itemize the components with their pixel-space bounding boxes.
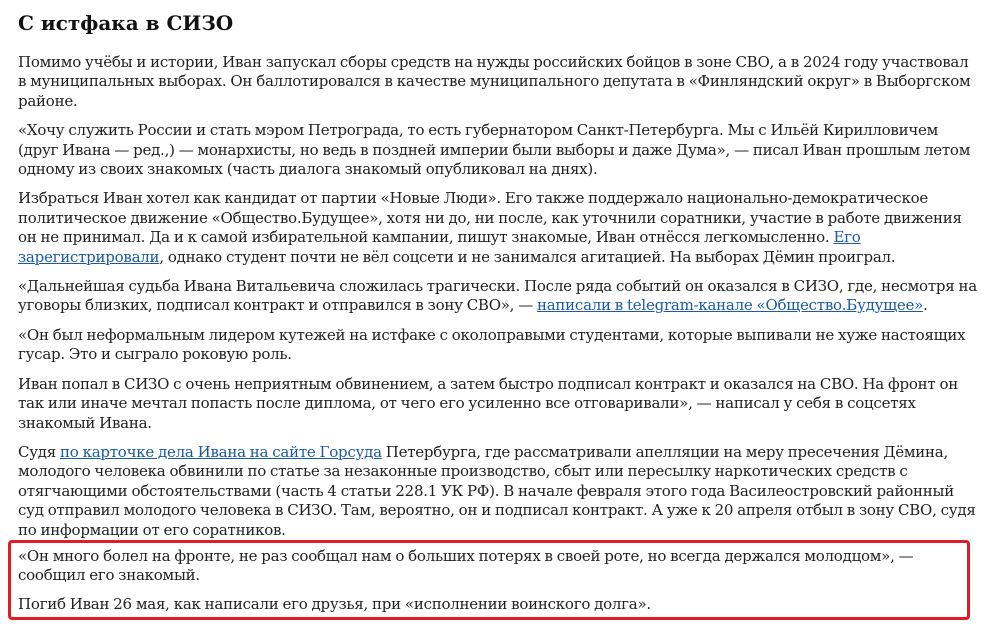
paragraph-quote-front: «Он много болел на фронте, не раз сообщал нам о больших потерях в своей роте, но всегда держался молодцом», — сообщил его знакомый. <box>18 547 914 585</box>
court-case-link[interactable]: по карточке дела Ивана на сайте Горсуда <box>60 442 382 461</box>
paragraph-fate <box>18 277 978 316</box>
paragraph-quote-leader: «Он был неформальным лидером кутежей на истфаке с околоправыми студентами, которые выпивали не хуже настоящих гусар. Это и сыграло роковую роль. <box>18 325 966 364</box>
paragraph-fate-text: «Дальнейшая судьба Ивана Витальевича сложилась трагически. После ряда событий он оказался в СИЗО, где, несмотря на уговоры близких, подписал контракт и отправился в зону СВО», — <box>18 277 977 315</box>
highlighted-passage <box>8 540 970 620</box>
paragraph-party-text-end: , однако студент почти не вёл соцсети и не занимался агитацией. На выборах Дёмин проиграл. <box>159 247 896 266</box>
paragraph-fate-text-end: . <box>923 296 928 315</box>
paragraph-court-text: Судя <box>18 442 61 461</box>
paragraph-court <box>18 443 978 540</box>
section-heading: С истфака в СИЗО <box>18 11 234 35</box>
paragraph-quote-monarchists: «Хочу служить России и стать мэром Петрограда, то есть губернатором Санкт-Петербурга. Мы с Ильёй Кирилловичем (друг Ивана — ред.,) — монархисты, но ведь в поздней империи были выборы и даже Дума», — писал Иван прошлым летом одному из своих знакомых (часть диалога знакомый опубликовал на днях). <box>18 121 971 179</box>
article-body <box>18 0 978 540</box>
paragraph-elections: Помимо учёбы и истории, Иван запускал сборы средств на нужды российских бойцов в зоне СВО, а в 2024 году участвовал в муниципальных выборах. Он баллотировался в качестве муниципального депутата в «Финляндский округ» в Выборгском районе. <box>18 53 971 110</box>
paragraph-death: Погиб Иван 26 мая, как написали его друзья, при «исполнении воинского долга». <box>18 595 651 613</box>
telegram-channel-link[interactable]: написали в telegram-канале «Общество.Будущее» <box>536 296 924 315</box>
paragraph-party <box>18 189 978 267</box>
paragraph-sizo: Иван попал в СИЗО с очень неприятным обвинением, а затем быстро подписал контракт и оказался на СВО. На фронт он так или иначе мечтал попасть после диплома, от чего его усиленно все отговаривали», — написал у себя в соцсетях знакомый Ивана. <box>18 374 958 432</box>
paragraph-party-text: Избраться Иван хотел как кандидат от партии «Новые Люди». Его также поддержало национально-демократическое политическое движение «Общество.Будущее», хотя ни до, ни после, как уточнили соратники, участие в работе движения он не принимал. Да и к самой избирательной кампании, пишут знакомые, Иван отнёсся легкомысленно. <box>18 189 962 247</box>
paragraph-court-text-end: Петербурга, где рассматривали апелляции на меру пресечения Дёмина, молодого человека обвинили по статье за незаконные производство, сбыт или пересылку наркотических средств с отягчающими обстоятельствами (часть 4 статьи 228.1 УК РФ). В начале февраля этого года Василеостровский районный суд отправил молодого человека в СИЗО. Там, вероятно, он и подписал контракт. А уже к 20 апреля отбыл в зону СВО, судя по информации от его соратников. <box>18 442 976 539</box>
registration-link[interactable]: Его зарегистрировали <box>18 228 861 266</box>
